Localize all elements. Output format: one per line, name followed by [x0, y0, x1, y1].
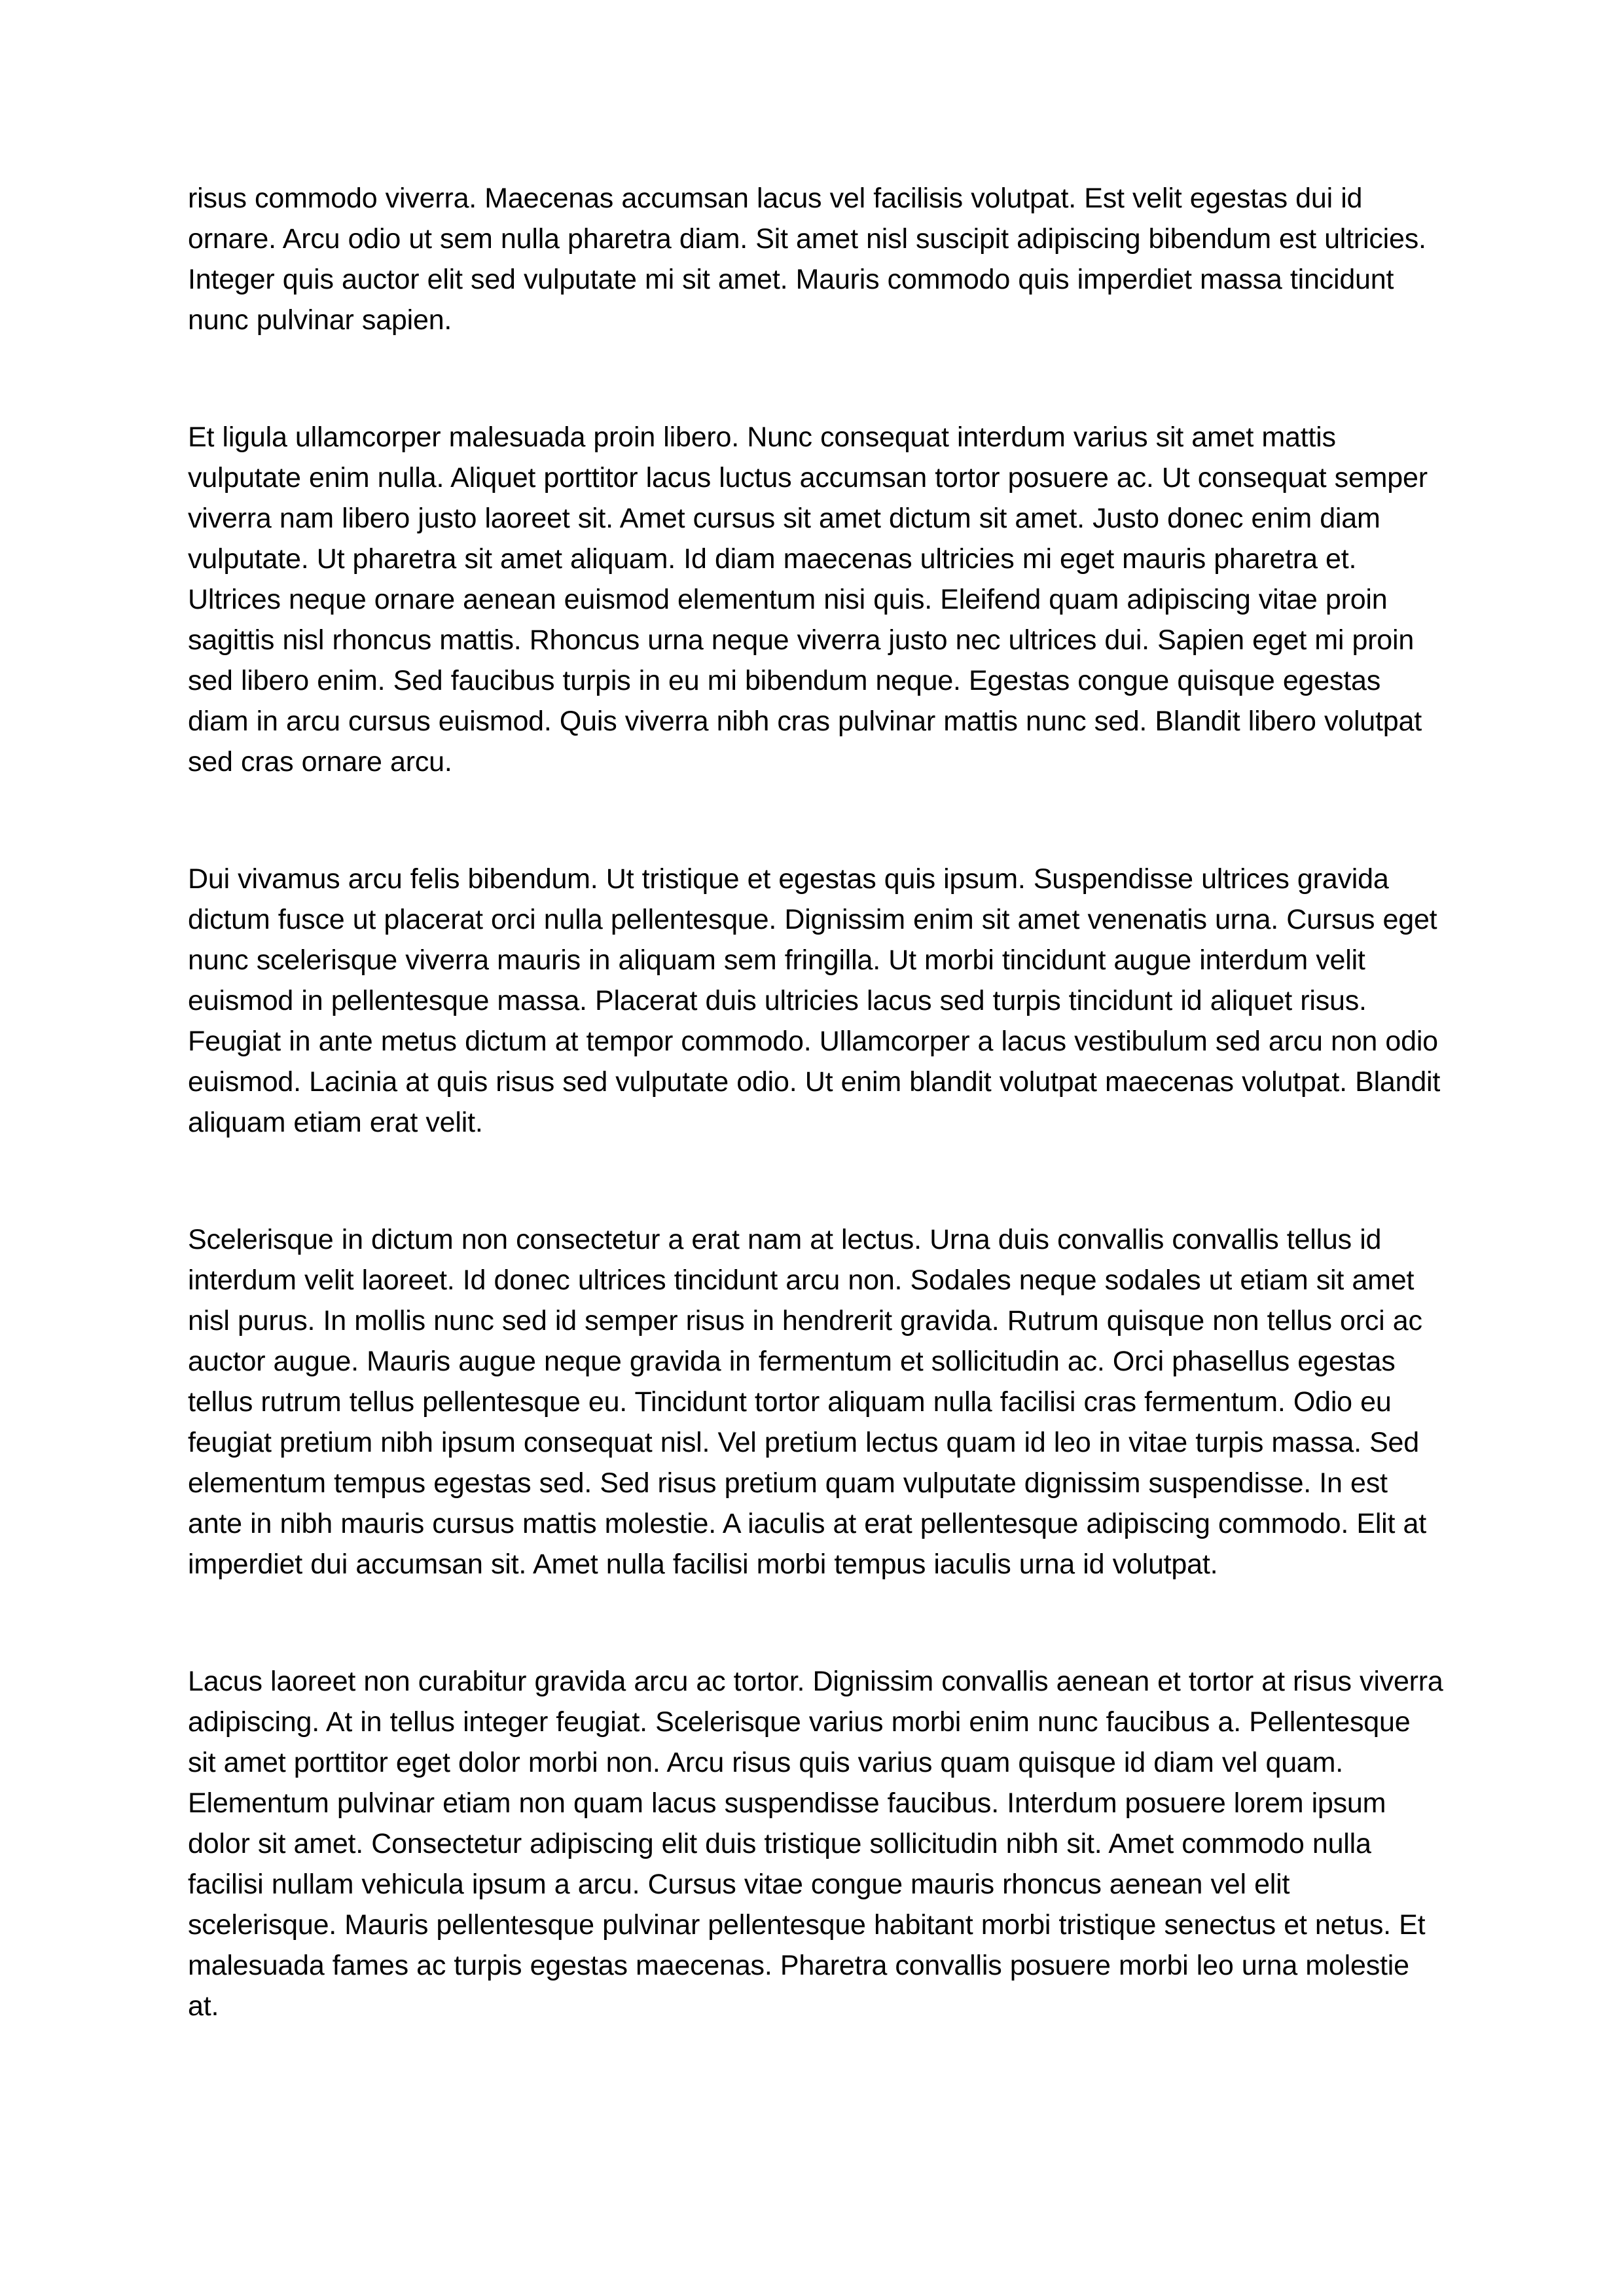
paragraph-1: risus commodo viverra. Maecenas accumsan lacus vel facilisis volutpat. Est velit egestas dui id ornare. Arcu odio ut sem nulla pharetra diam. Sit amet nisl suscipit adipiscing bibendum est ultricies. Integer quis auctor elit sed vulputate mi sit amet. Mauris commodo quis imperdiet massa tincidunt nunc pulvinar sapien.: [188, 183, 1426, 336]
paragraph-4: Scelerisque in dictum non consectetur a erat nam at lectus. Urna duis convallis convallis tellus id interdum velit laoreet. Id donec ultrices tincidunt arcu non. Sodales neque sodales ut etiam sit amet nisl purus. In mollis nunc sed id semper risus in hendrerit gravida. Rutrum quisque non tellus orci ac auctor augue. Mauris augue neque gravida in fermentum et sollicitudin ac. Orci phasellus egestas tellus rutrum tellus pellentesque eu. Tincidunt tortor aliquam nulla facilisi cras fermentum. Odio eu feugiat pretium nibh ipsum consequat nisl. Vel pretium lectus quam id leo in vitae turpis massa. Sed elementum tempus egestas sed. Sed risus pretium quam vulputate dignissim suspendisse. In est ante in nibh mauris cursus mattis molestie. A iaculis at erat pellentesque adipiscing commodo. Elit at imperdiet dui accumsan sit. Amet nulla facilisi morbi tempus iaculis urna id volutpat.: [188, 1224, 1426, 1580]
paragraph-2: Et ligula ullamcorper malesuada proin libero. Nunc consequat interdum varius sit amet mattis vulputate enim nulla. Aliquet porttitor lacus luctus accumsan tortor posuere ac. Ut consequat semper viverra nam libero justo laoreet sit. Amet cursus sit amet dictum sit amet. Justo donec enim diam vulputate. Ut pharetra sit amet aliquam. Id diam maecenas ultricies mi eget mauris pharetra et. Ultrices neque ornare aenean euismod elementum nisi quis. Eleifend quam adipiscing vitae proin sagittis nisl rhoncus mattis. Rhoncus urna neque viverra justo nec ultrices dui. Sapien eget mi proin sed libero enim. Sed faucibus turpis in eu mi bibendum neque. Egestas congue quisque egestas diam in arcu cursus euismod. Quis viverra nibh cras pulvinar mattis nunc sed. Blandit libero volutpat sed cras ornare arcu.: [188, 422, 1428, 778]
paragraph-3: Dui vivamus arcu felis bibendum. Ut tristique et egestas quis ipsum. Suspendisse ultrices gravida dictum fusce ut placerat orci nulla pellentesque. Dignissim enim sit amet venenatis urna. Cursus eget nunc scelerisque viverra mauris in aliquam sem fringilla. Ut morbi tincidunt augue interdum velit euismod in pellentesque massa. Placerat duis ultricies lacus sed turpis tincidunt id aliquet risus. Feugiat in ante metus dictum at tempor commodo. Ullamcorper a lacus vestibulum sed arcu non odio euismod. Lacinia at quis risus sed vulputate odio. Ut enim blandit volutpat maecenas volutpat. Blandit aliquam etiam erat velit.: [188, 863, 1441, 1138]
paragraph-5: Lacus laoreet non curabitur gravida arcu ac tortor. Dignissim convallis aenean et tortor at risus viverra adipiscing. At in tellus integer feugiat. Scelerisque varius morbi enim nunc faucibus a. Pellentesque sit amet porttitor eget dolor morbi non. Arcu risus quis varius quam quisque id diam vel quam. Elementum pulvinar etiam non quam lacus suspendisse faucibus. Interdum posuere lorem ipsum dolor sit amet. Consectetur adipiscing elit duis tristique sollicitudin nibh sit. Amet commodo nulla facilisi nullam vehicula ipsum a arcu. Cursus vitae congue mauris rhoncus aenean vel elit scelerisque. Mauris pellentesque pulvinar pellentesque habitant morbi tristique senectus et netus. Et malesuada fames ac turpis egestas maecenas. Pharetra convallis posuere morbi leo urna molestie at.: [188, 1666, 1443, 2022]
